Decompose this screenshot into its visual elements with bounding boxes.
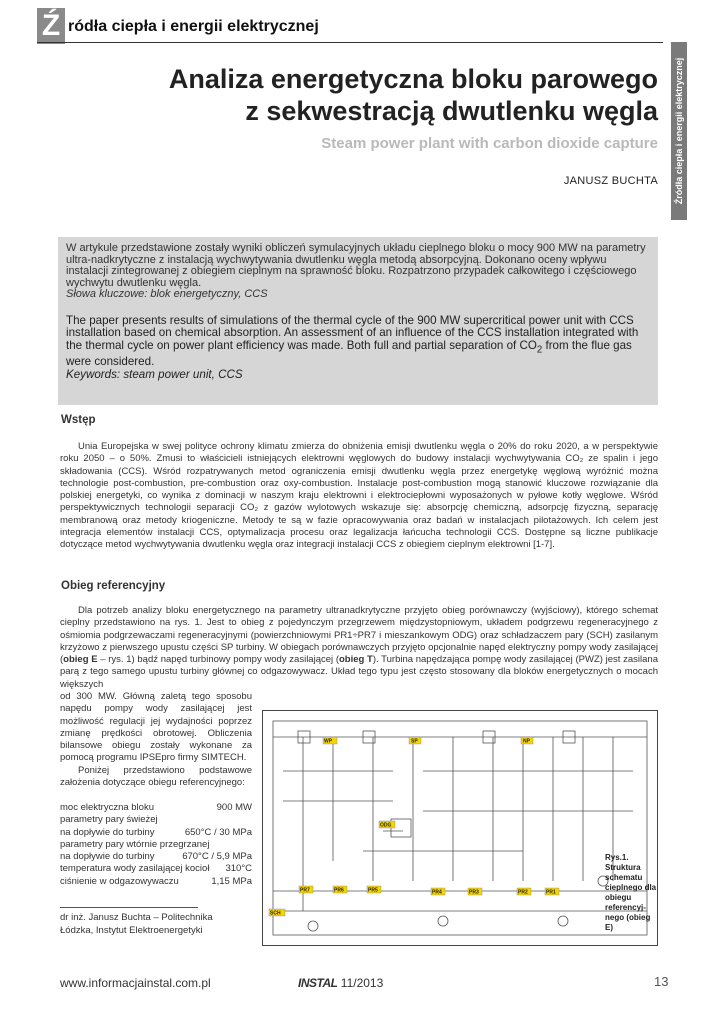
ref-text-a: Dla potrzeb analizy bloku energetycznego na parametry ultranadkrytyczne przyjęto obieg porównawczy (wyjściowy), którego schemat cieplny przedstawiono na rys. 1. Jest to obieg z pojedynczym przegrzewem międzystopniowym, układem podgrzewu regeneracyjnego z ośmiomia podgrzewaczami regeneracyjnymi (powierzchniowymi PR1÷PR7 i mieszankowym ODG) oraz schładzaczem pary (SCH) zasilanym krzyżowo z pierwszego upustu części SP turbiny. W obiegach porównawczych przyjęto opcjonalnie napęd elektryczny pompy wody zasilającej ( xyxy=(60,605,658,666)
parameter-label: parametry pary świeżej xyxy=(60,814,158,826)
parameter-value: 650°C / 30 MPa xyxy=(184,826,252,838)
ref-text-c: ). Turbina napędzająca pompę wody zasilającej (PWZ) jest zasilana parą z tego samego upustu turbiny głównej co odgazowywacz. Układ tego typu jest często stosowany dla bloków energetycznych o mocach większych xyxy=(60,654,658,690)
title-line-1: Analiza energetyczna bloku parowego xyxy=(168,64,658,94)
abstract-en xyxy=(66,315,650,369)
parameter-label: na dopływie do turbiny xyxy=(60,826,155,838)
abstract-en-tail: from the flue gas were considered. xyxy=(66,338,632,369)
footer-url[interactable]: www.informacjainstal.com.pl xyxy=(60,976,211,990)
parameter-row xyxy=(60,863,252,875)
abstract-pl-keywords: Słowa kluczowe: blok energetyczny, CCS xyxy=(66,288,268,300)
thermal-scheme xyxy=(263,711,657,945)
ref-bold-2: obieg T xyxy=(339,654,373,666)
parameter-row xyxy=(60,802,252,814)
footer-magazine xyxy=(298,976,383,990)
parameter-row xyxy=(60,814,252,826)
ref-paragraph xyxy=(60,605,658,691)
parameter-label: na dopływie do turbiny xyxy=(60,851,155,863)
abstract-en-sub: 2 xyxy=(536,343,543,355)
column-text xyxy=(60,691,252,789)
label-odg: ODG xyxy=(380,822,392,829)
side-tab-label: Źródła ciepła i energii elektrycznej xyxy=(674,57,684,205)
abstract-pl: W artykule przedstawione zostały wyniki obliczeń symulacyjnych układu cieplnego bloku o mocy 900 MW na parametry ultra-nadkrytyczne z instalacją wychwytywania dwutlenku węgla metodą absorpcyjną. Dokonano oceny wpływu instalacji zintegrowanej z obiegiem cieplnym na sprawność bloku. Rozpatrzono przypadek całkowitego i częściowego wychwytu dwutlenku węgla. xyxy=(66,242,646,289)
parameter-row xyxy=(60,876,252,888)
article-title xyxy=(98,63,658,127)
intro-heading: Wstęp xyxy=(61,414,96,426)
label-sp: SP xyxy=(411,738,418,745)
ref-heading: Obieg referencyjny xyxy=(61,580,166,592)
parameter-label: ciśnienie w odgazowywaczu xyxy=(60,875,179,887)
label-pr1: PR1 xyxy=(546,889,556,896)
parameter-value: 310°C xyxy=(225,863,252,875)
label-pr2: PR2 xyxy=(518,889,528,896)
column-paragraph-2: Poniżej przedstawiono podstawowe założenia dotyczące obiegu referencyjnego: xyxy=(60,764,252,789)
parameter-label: temperatura wody zasilającej kocioł xyxy=(60,863,210,875)
label-pr6: PR6 xyxy=(334,887,344,894)
article-subtitle: Steam power plant with carbon dioxide capture xyxy=(321,135,658,152)
abstract-box xyxy=(58,237,658,405)
ref-body xyxy=(60,605,658,691)
parameters-list xyxy=(60,802,252,888)
label-pr7: PR7 xyxy=(300,887,310,894)
article-author: JANUSZ BUCHTA xyxy=(563,175,658,187)
parameter-value: 1,15 MPa xyxy=(211,875,252,887)
label-sch: SCH xyxy=(270,910,281,917)
label-wp: WP xyxy=(324,738,333,745)
label-pr4: PR4 xyxy=(432,889,442,896)
column-paragraph-1: od 300 MW. Główną zaletą tego sposobu napędu pompy wody zasilającej jest możliwość regulacji jej wydajności poprzez zmianę prędkości obrotowej. Obliczenia bilansowe obiegu zostały wykonane za pomocą programu IPSEpro firmy SIMTECH. xyxy=(60,691,252,764)
ref-text-b: – rys. 1) bądź napęd turbinowy pompy wody zasilającej ( xyxy=(97,654,339,666)
note-rule xyxy=(60,907,198,908)
label-pr3: PR3 xyxy=(469,889,479,896)
parameter-value: 670°C / 5,9 MPa xyxy=(182,851,252,863)
intro-body xyxy=(60,441,658,552)
figure-caption: Rys.1. Struktura schematu cieplnego dla obiegu referencyj-nego (obieg E) xyxy=(605,853,657,932)
title-line-2: z sekwestracją dwutlenku węgla xyxy=(245,96,658,126)
author-note-line-2: Łódzka, Instytut Elektroenergetyki xyxy=(60,924,203,936)
label-np: NP xyxy=(523,738,530,745)
label-pr5: PR5 xyxy=(368,887,378,894)
parameter-value: 900 MW xyxy=(216,802,252,813)
author-note xyxy=(60,912,213,937)
author-note-line-1: dr inż. Janusz Buchta – Politechnika xyxy=(60,912,213,923)
ref-bold-1: obieg E xyxy=(63,654,98,666)
section-initial: Ź xyxy=(37,8,65,44)
header-rule xyxy=(37,42,663,43)
parameter-row xyxy=(60,827,252,839)
parameter-label: moc elektryczna bloku xyxy=(60,802,154,813)
figure-diagram xyxy=(262,710,658,946)
abstract-en-main: The paper presents results of simulations of the thermal cycle of the 900 MW supercritical power unit with CCS installation based on chemical absorption. An assessment of an influence of the CCS installation integrated with the thermal cycle on power plant efficiency was made. Both full and partial separation of CO xyxy=(66,313,639,352)
parameter-row xyxy=(60,851,252,863)
magazine-issue: 11/2013 xyxy=(340,976,384,990)
page-number: 13 xyxy=(654,974,669,989)
parameter-label: parametry pary wtórnie przegrzanej xyxy=(60,838,210,850)
section-title: ródła ciepła i energii elektrycznej xyxy=(68,18,319,35)
intro-paragraph: Unia Europejska w swej polityce ochrony klimatu zmierza do obniżenia emisji dwutlenku węgla o 20% do roku 2020, a w perspektywie roku 2050 – o 50%. Zmusi to właścicieli istniejących elektrowni węglowych do budowy instalacji wychwytywania CO₂ ze spalin i jego składowania (CCS). Wśród rozpatrywanych metod ograniczenia emisji dwutlenku węgla przez energetykę węglową wyróżnić można technologie post-combustion, pre-combustion oraz oxy-combustion. Instalacje post-combustion mogą stanowić kluczowe rozwiązanie dla polskiej energetyki, co wynika z dominacji w naszym kraju elektrowni i elektrociepłowni wyposażonych w pyłowe kotły węglowe. Wśród perspektywicznych technologii separacji CO₂ z gazów wylotowych wskazuje się: absorpcję chemiczną, adsorpcję fizyczną, separację membranową oraz metody kriogeniczne. Metody te są w fazie opracowywania oraz badań w instalacjach pilotażowych. Ich celem jest integracja elementów instalacji CCS, optymalizacja procesu oraz legalizacja łańcucha technologii CCS. Dostępne są liczne publikacje dotyczące metod wychwytywania dwutlenku węgla oraz integracji instalacji CCS z obiegiem cieplnym elektrowni [1-7]. xyxy=(60,441,658,551)
magazine-logo: INSTAL xyxy=(298,976,338,990)
parameter-row xyxy=(60,839,252,851)
abstract-en-keywords: Keywords: steam power unit, CCS xyxy=(66,367,243,381)
